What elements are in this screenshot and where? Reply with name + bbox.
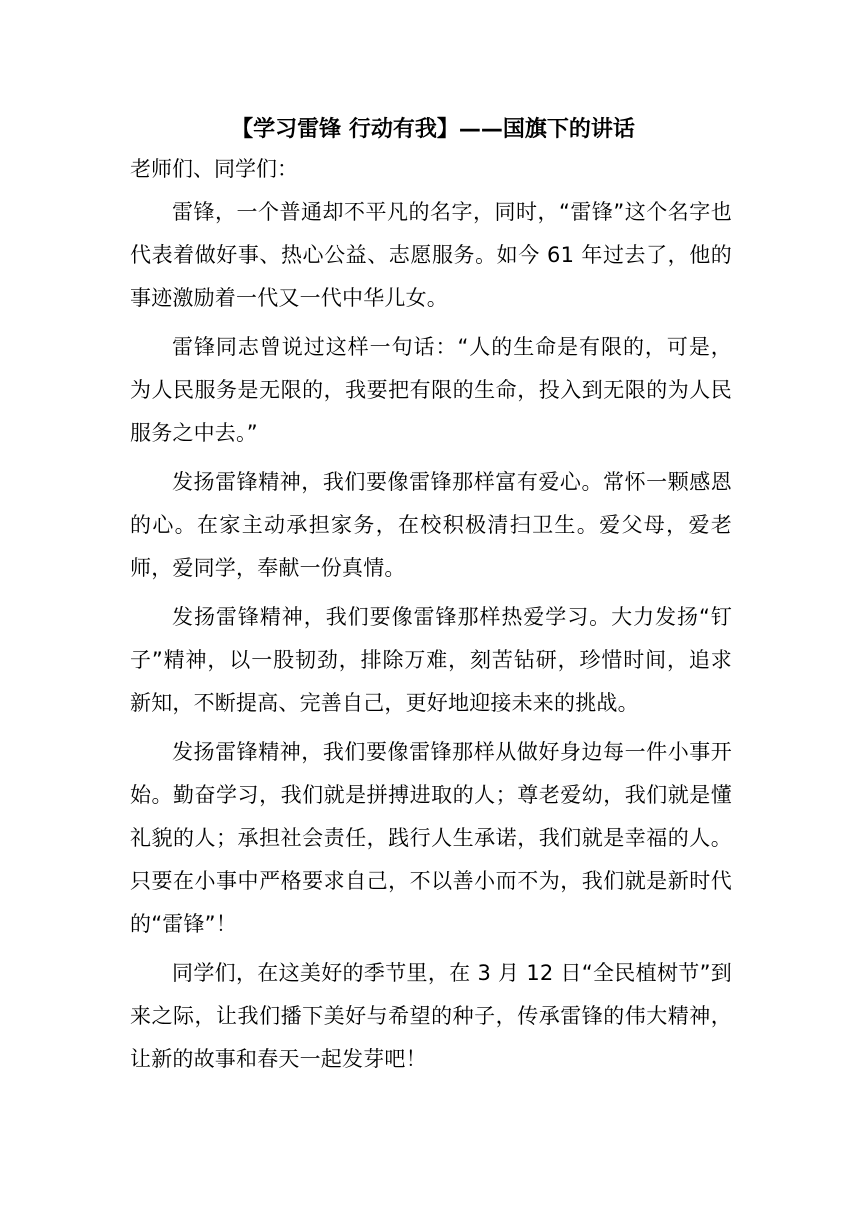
paragraph-5: 发扬雷锋精神，我们要像雷锋那样从做好身边每一件小事开始。勤奋学习，我们就是拼搏进取的人；尊老爱幼，我们就是懂礼貌的人；承担社会责任，践行人生承诺，我们就是幸福的人。只要在小事中严格要求自己，不以善小而不为，我们就是新时代的“雷锋”！ [130, 740, 732, 936]
paragraph-4: 发扬雷锋精神，我们要像雷锋那样热爱学习。大力发扬“钉子”精神，以一股韧劲，排除万难，刻苦钻研，珍惜时间，追求新知，不断提高、完善自己，更好地迎接未来的挑战。 [130, 605, 732, 715]
paragraph-1: 雷锋，一个普通却不平凡的名字，同时，“雷锋”这个名字也代表着做好事、热心公益、志愿服务。如今 61 年过去了，他的事迹激励着一代又一代中华儿女。 [130, 200, 732, 310]
document-page [130, 112, 732, 1087]
paragraph-2: 雷锋同志曾说过这样一句话：“人的生命是有限的，可是，为人民服务是无限的，我要把有限的生命，投入到无限的为人民服务之中去。” [130, 335, 732, 445]
paragraph-3: 发扬雷锋精神，我们要像雷锋那样富有爱心。常怀一颗感恩的心。在家主动承担家务，在校积极清扫卫生。爱父母，爱老师，爱同学，奉献一份真情。 [130, 470, 732, 580]
speech-title: 【学习雷锋 行动有我】——国旗下的讲话 [231, 117, 635, 142]
paragraph-6: 同学们，在这美好的季节里，在 3 月 12 日“全民植树节”到来之际，让我们播下美好与希望的种子，传承雷锋的伟大精神，让新的故事和春天一起发芽吧！ [130, 961, 732, 1071]
salutation: 老师们、同学们： [130, 157, 298, 181]
